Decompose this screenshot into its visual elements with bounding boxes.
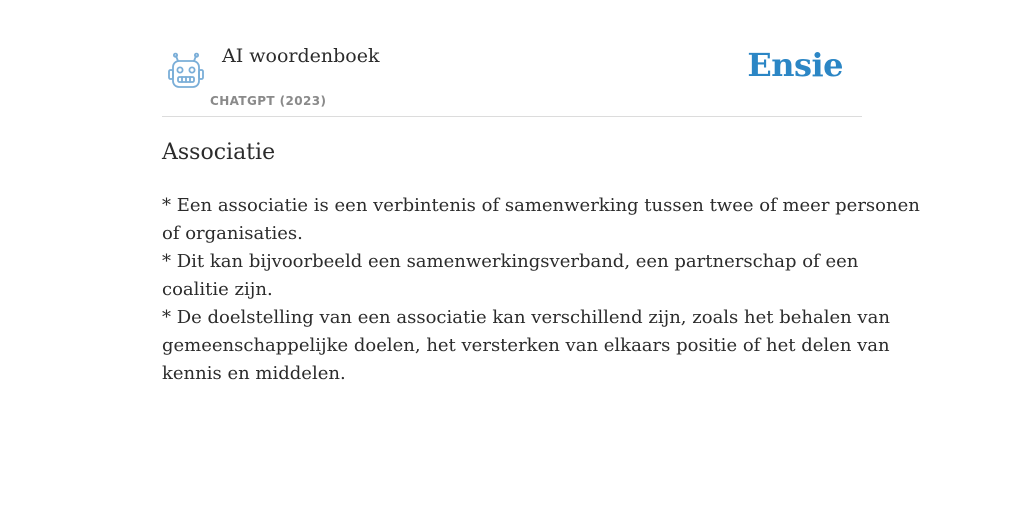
definition-line: of organisaties.: [162, 223, 303, 244]
source-title[interactable]: AI woordenboek: [222, 45, 380, 67]
definition-line: * Dit kan bijvoorbeeld een samenwerkingsverband, een partnerschap of een: [162, 251, 859, 272]
definition-line: gemeenschappelijke doelen, het versterken van elkaars positie of het delen van: [162, 335, 890, 356]
definition-line: coalitie zijn.: [162, 279, 273, 300]
robot-icon: [166, 52, 206, 90]
entry-definition: [162, 192, 920, 388]
definition-line: kennis en middelen.: [162, 363, 346, 384]
page: [162, 0, 920, 512]
entry-term: Associatie: [162, 140, 276, 165]
brand-logo[interactable]: Ensie: [747, 46, 843, 84]
definition-line: * Een associatie is een verbintenis of samenwerking tussen twee of meer personen: [162, 195, 920, 216]
source-header: [162, 0, 862, 117]
definition-line: * De doelstelling van een associatie kan verschillend zijn, zoals het behalen van: [162, 307, 890, 328]
source-subtitle: CHATGPT (2023): [210, 94, 327, 108]
